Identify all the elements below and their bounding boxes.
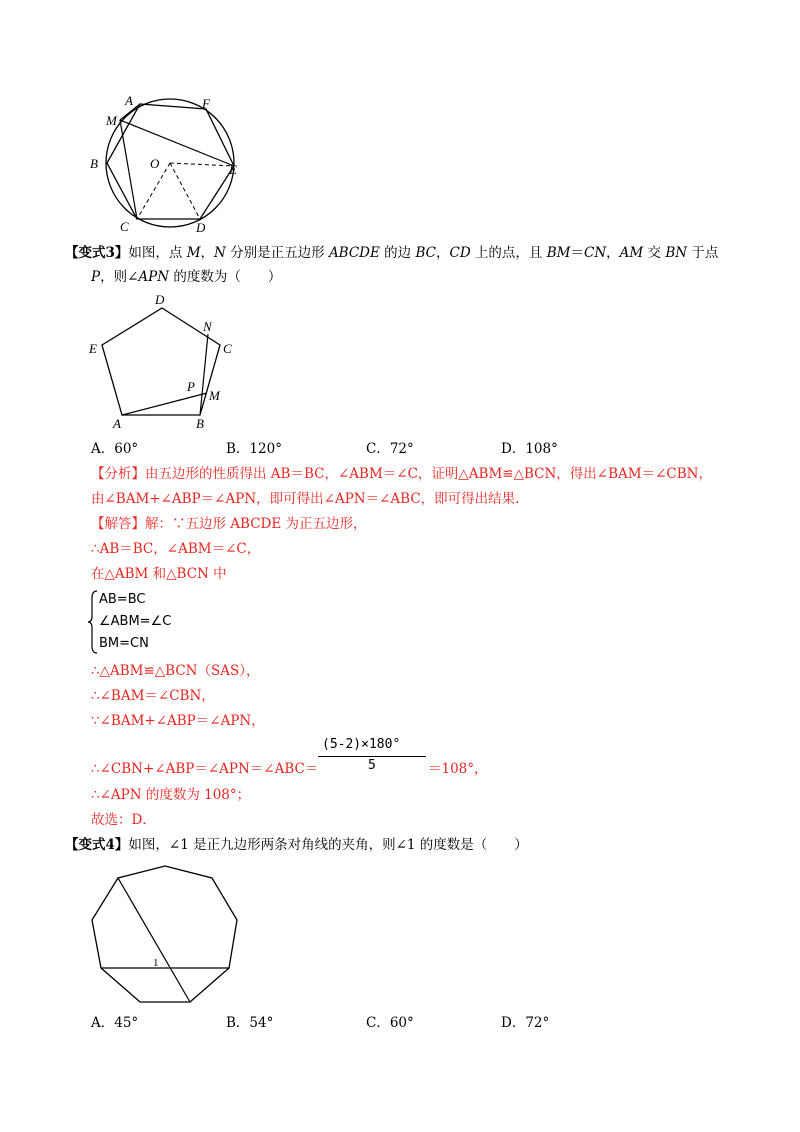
option-a: A．60° — [91, 441, 139, 457]
solution-step6-right: ＝108°， — [428, 761, 488, 777]
fraction-denominator: 5 — [368, 758, 376, 773]
solution-choice: 故选：D． — [91, 812, 156, 828]
dashed-OC — [137, 163, 170, 219]
dashed-OE — [170, 163, 234, 166]
label-E: E — [89, 341, 97, 356]
circle-hexagon-figure — [85, 88, 260, 238]
hexagon — [107, 104, 234, 219]
system-eq1: AB=BC — [99, 592, 146, 607]
variant3-question-line2: P，则∠APN 的度数为（ ） — [91, 269, 282, 285]
variant3-question-line1: 【变式3】如图，点 M，N 分别是正五边形 ABCDE 的边 BC，CD 上的点，且 BM＝CN，AM 交 BN 于点 — [65, 245, 719, 261]
answer-head: 【解答】解：∵五边形 ABCDE 为正五边形， — [91, 516, 367, 532]
solution-step3: ∴△ABM≌△BCN（SAS）， — [91, 663, 260, 679]
option-d: D．108° — [501, 441, 558, 457]
label-C: C — [120, 219, 129, 234]
solution-step5: ∵∠BAM+∠ABP＝∠APN， — [91, 713, 265, 729]
label-M: M — [106, 113, 117, 128]
fraction-bar — [318, 756, 426, 757]
angle-label-1: 1 — [153, 957, 159, 969]
system-eq3: BM=CN — [99, 636, 149, 651]
diagonal-1 — [118, 878, 190, 1002]
analysis-line2: 由∠BAM+∠ABP＝∠APN，即可得出∠APN＝∠ABC，即可得出结果. — [91, 491, 520, 507]
solution-step4: ∴∠BAM＝∠CBN， — [91, 688, 215, 704]
system-brace — [88, 590, 98, 654]
label-P: P — [187, 379, 195, 394]
variant4-question: 【变式4】如图，∠1 是正九边形两条对角线的夹角，则∠1 的度数是（ ） — [65, 837, 528, 853]
solution-step6-left: ∴∠CBN+∠ABP＝∠APN＝∠ABC＝ — [91, 761, 319, 777]
fraction-numerator: (5-2)×180° — [322, 737, 401, 752]
label-D: D — [155, 292, 165, 307]
solution-step7: ∴∠APN 的度数为 108°； — [91, 787, 251, 803]
v4-option-d: D．72° — [501, 1015, 550, 1031]
dashed-OD — [170, 163, 200, 219]
nonagon-figure — [85, 858, 245, 1010]
label-M: M — [209, 388, 220, 403]
analysis-line1: 【分析】由五边形的性质得出 AB＝BC，∠ABM＝∠C，证明△ABM≌△BCN，得出∠BAM＝∠CBN， — [91, 466, 712, 482]
option-c: C．72° — [366, 441, 414, 457]
option-b: B．120° — [226, 441, 282, 457]
label-E: E — [229, 162, 237, 177]
label-D: D — [196, 220, 206, 235]
v4-option-c: C．60° — [366, 1015, 414, 1031]
v4-option-a: A．45° — [91, 1015, 139, 1031]
nonagon — [92, 866, 237, 1002]
segment-AM — [122, 393, 207, 415]
pentagon-figure — [85, 292, 240, 432]
label-A: A — [125, 93, 133, 108]
label-B: B — [90, 156, 98, 171]
variant3-tag: 【变式3】 — [65, 245, 129, 261]
solution-step1: ∴AB＝BC，∠ABM＝∠C， — [91, 541, 261, 557]
label-C: C — [223, 341, 232, 356]
label-N: N — [203, 319, 212, 334]
label-F: F — [202, 96, 210, 111]
segment-ME — [120, 120, 234, 166]
v4-option-b: B．54° — [226, 1015, 274, 1031]
label-A: A — [113, 416, 121, 431]
label-O: O — [150, 156, 160, 171]
system-eq2: ∠ABM=∠C — [99, 614, 172, 629]
label-B: B — [196, 416, 204, 431]
solution-step2: 在△ABM 和△BCN 中 — [91, 566, 227, 582]
variant4-tag: 【变式4】 — [65, 837, 129, 853]
